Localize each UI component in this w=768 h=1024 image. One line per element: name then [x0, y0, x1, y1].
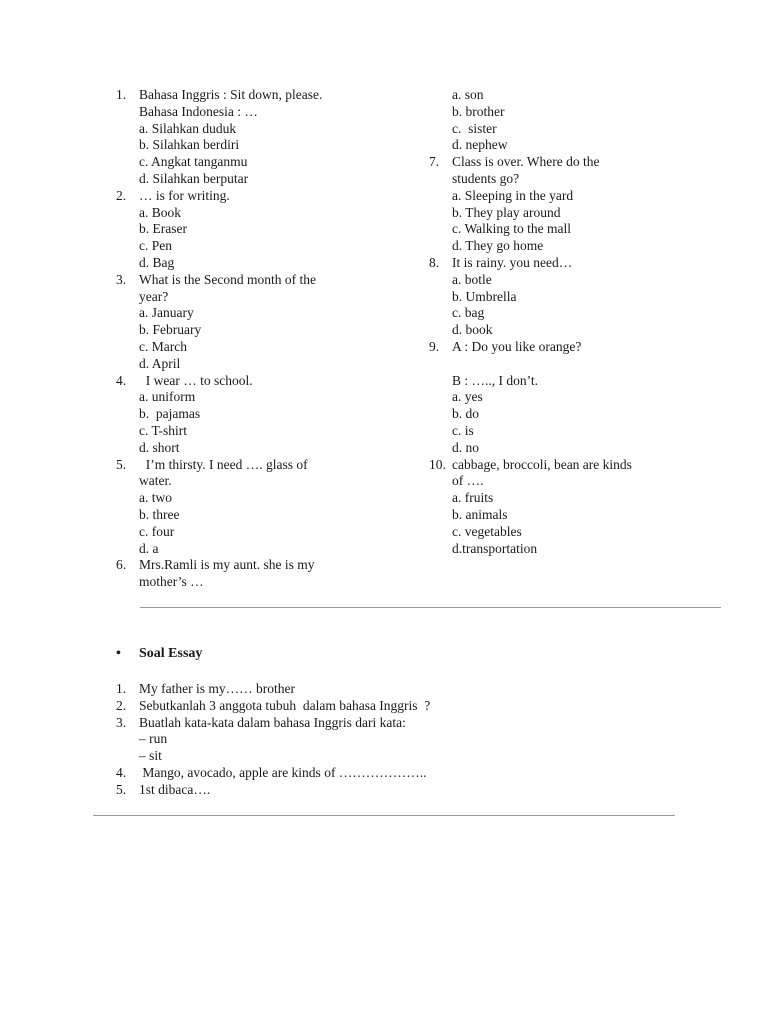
bullet-icon: •: [116, 646, 121, 661]
answer-option: c. Walking to the mall: [452, 221, 572, 237]
answer-option: b. do: [452, 406, 479, 422]
essay-item-text: – sit: [139, 748, 162, 764]
answer-option: d.transportation: [452, 540, 538, 556]
question-number: 8.: [429, 254, 440, 270]
question: [116, 272, 416, 306]
essay-item-text: Mango, avocado, apple are kinds of ………………..: [139, 764, 427, 780]
answer-option: a. Silahkan duduk: [139, 120, 237, 136]
answer-option: a. uniform: [139, 389, 196, 405]
mcq-left-column: [116, 87, 416, 591]
question-text: I’m thirsty. I need …. glass of: [139, 456, 308, 472]
essay-title: Soal Essay: [139, 646, 203, 661]
answer-option: d. April: [139, 355, 181, 371]
question: [116, 87, 416, 121]
divider-line: [93, 815, 675, 816]
answer-option: d. short: [139, 439, 180, 455]
question: [116, 457, 416, 491]
question-text: [452, 356, 729, 373]
essay-item: [116, 698, 676, 715]
answer-option: d. nephew: [452, 137, 508, 153]
question-text: water.: [139, 473, 172, 489]
answer-option: c. T-shirt: [139, 422, 188, 438]
question-text: … is for writing.: [139, 187, 230, 203]
essay-item-number: 4.: [116, 764, 127, 780]
question-text: students go?: [452, 170, 520, 186]
answer-option: a. Sleeping in the yard: [452, 187, 574, 203]
question-number: 5.: [116, 456, 127, 472]
answer-option: a. yes: [452, 389, 483, 405]
answer-option: c. vegetables: [452, 523, 522, 539]
answer-option: a. botle: [452, 271, 492, 287]
answer-option: a. Book: [139, 204, 181, 220]
question-number: 9.: [429, 338, 440, 354]
question-text: cabbage, broccoli, bean are kinds: [452, 456, 632, 472]
answer-option: d. no: [452, 439, 479, 455]
answer-option: a. son: [452, 87, 484, 102]
question-number: 3.: [116, 271, 127, 287]
answer-option: c. sister: [452, 120, 497, 136]
question-text: It is rainy. you need…: [452, 254, 573, 270]
question: [429, 154, 729, 188]
answer-option: c. March: [139, 338, 187, 354]
answer-option: c. Pen: [139, 238, 172, 254]
answer-option: b. brother: [452, 103, 505, 119]
question-text: A : Do you like orange?: [452, 338, 582, 354]
question-text: What is the Second month of the: [139, 271, 316, 287]
question: [429, 255, 729, 272]
question-text: mother’s …: [139, 574, 204, 590]
essay-item-text: – run: [139, 731, 168, 747]
question-text: Class is over. Where do the: [452, 154, 600, 170]
essay-item: [116, 681, 676, 698]
answer-option: b. animals: [452, 506, 508, 522]
answer-option: c. four: [139, 523, 175, 539]
answer-option: d. a: [139, 540, 159, 556]
question: [116, 373, 416, 390]
divider-line: [140, 607, 721, 608]
essay-item-number: 5.: [116, 781, 127, 797]
question-text: I wear … to school.: [139, 372, 253, 388]
answer-option: b. Silahkan berdiri: [139, 137, 240, 153]
essay-section-heading: [116, 646, 202, 662]
question: [116, 188, 416, 205]
answer-option: b. February: [139, 322, 202, 338]
answer-option: d. Bag: [139, 254, 175, 270]
answer-option: c. bag: [452, 305, 485, 321]
essay-item: [116, 715, 676, 765]
answer-option: b. They play around: [452, 204, 561, 220]
answer-option: a. two: [139, 490, 172, 506]
essay-item-text: My father is my…… brother: [139, 681, 295, 696]
question-number: 1.: [116, 87, 127, 102]
question: [116, 557, 416, 591]
question-text: year?: [139, 288, 169, 304]
question-text: Mrs.Ramli is my aunt. she is my: [139, 557, 315, 573]
question-text: B : ….., I don’t.: [452, 372, 539, 388]
answer-option: c. Angkat tanganmu: [139, 154, 248, 170]
question: [429, 339, 729, 389]
answer-option: b. Umbrella: [452, 288, 517, 304]
answer-option: a. fruits: [452, 490, 494, 506]
answer-option: a. January: [139, 305, 194, 321]
question-number: 2.: [116, 187, 127, 203]
answer-option: b. Eraser: [139, 221, 187, 237]
answer-option: d. book: [452, 322, 493, 338]
essay-item: [116, 765, 676, 782]
question-number: 10.: [429, 456, 446, 472]
question-number: 7.: [429, 154, 440, 170]
question-number: 4.: [116, 372, 127, 388]
question-text: of ….: [452, 473, 484, 489]
question: [429, 457, 729, 491]
answer-option: b. three: [139, 506, 180, 522]
answer-option: b. pajamas: [139, 406, 201, 422]
essay-item: [116, 782, 676, 799]
question-number: 6.: [116, 557, 127, 573]
essay-list: [116, 681, 676, 799]
essay-item-text: Sebutkanlah 3 anggota tubuh dalam bahasa Inggris ?: [139, 697, 431, 713]
essay-item-text: 1st dibaca….: [139, 781, 211, 797]
answer-option: c. is: [452, 422, 474, 438]
question-text: Bahasa Inggris : Sit down, please.: [139, 87, 323, 102]
answer-option: d. They go home: [452, 238, 544, 254]
answer-option: d. Silahkan berputar: [139, 170, 249, 186]
mcq-right-column: [429, 87, 729, 557]
essay-item-text: Buatlah kata-kata dalam bahasa Inggris dari kata:: [139, 714, 406, 730]
essay-item-number: 1.: [116, 681, 127, 696]
essay-item-number: 2.: [116, 697, 127, 713]
essay-item-number: 3.: [116, 714, 127, 730]
question-text: Bahasa Indonesia : …: [139, 103, 258, 119]
